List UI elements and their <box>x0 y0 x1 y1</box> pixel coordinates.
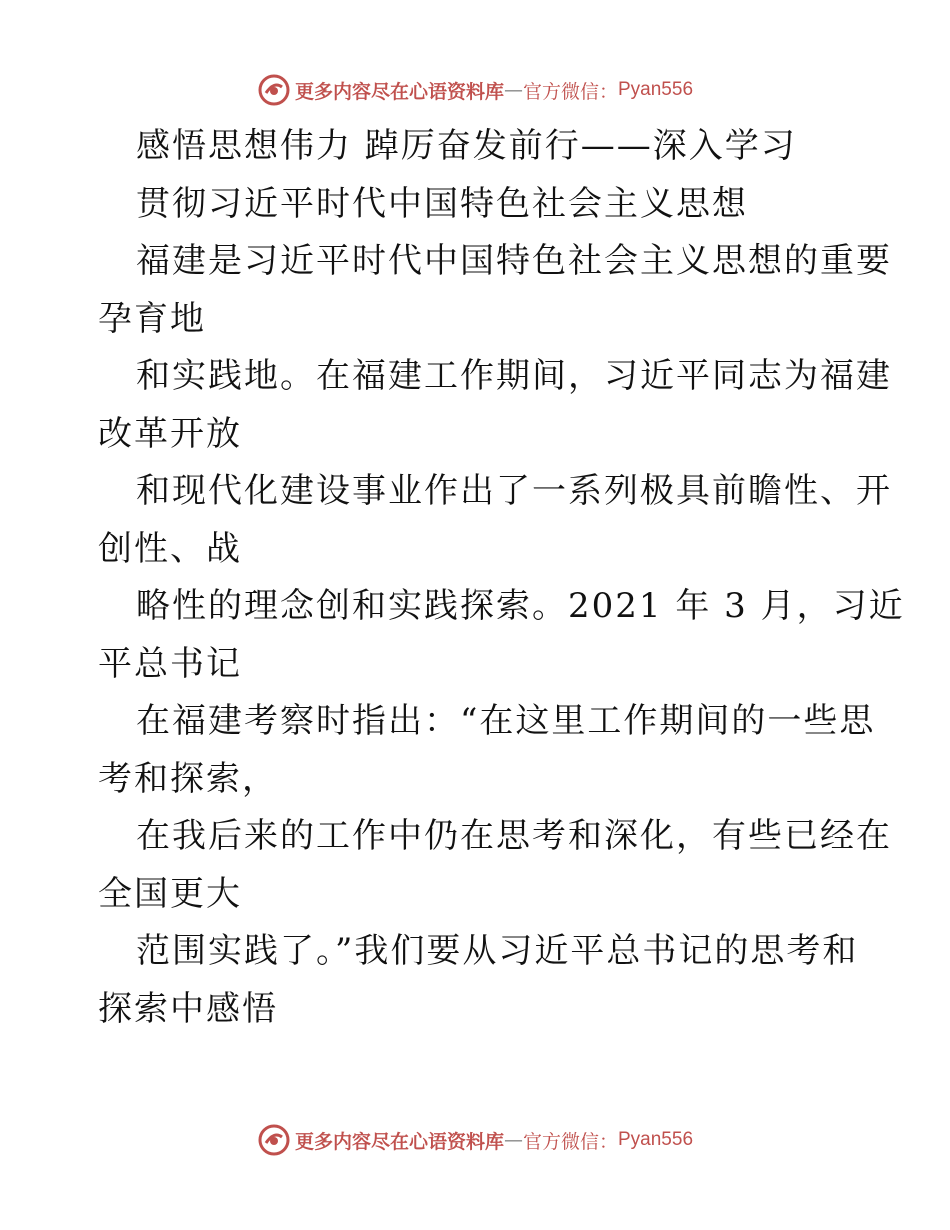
banner-wechat-id: Pyan556 <box>618 1129 694 1150</box>
document-body <box>98 118 905 1038</box>
text-line: 探索中感悟 <box>98 988 278 1029</box>
text-line: 和实践地。在福建工作期间，习近平同志为福建 <box>136 356 892 396</box>
banner-site-name: 更多内容尽在心语资料库 <box>294 1130 504 1153</box>
brand-logo-icon <box>257 1123 291 1157</box>
text-line: 略性的理念创和实践探索。2021 年 3 月，习近 <box>136 586 905 626</box>
text-line: 和现代化建设事业作出了一系列极具前瞻性、开 <box>136 471 892 511</box>
text-line: 在福建考察时指出：“在这里工作期间的一些思 <box>136 701 876 741</box>
banner-wechat-id: Pyan556 <box>618 79 694 100</box>
banner-wechat-label: 官方微信： <box>522 80 618 103</box>
text-line: 创性、战 <box>98 528 242 569</box>
text-line: 改革开放 <box>98 413 242 454</box>
header-banner <box>0 70 950 110</box>
footer-banner <box>0 1120 950 1160</box>
text-line: 福建是习近平时代中国特色社会主义思想的重要 <box>136 241 892 281</box>
brand-logo-icon <box>257 73 291 107</box>
text-line: 感悟思想伟力 踔厉奋发前行——深入学习 <box>136 126 797 166</box>
banner-dash: — <box>503 79 523 101</box>
text-line: 在我后来的工作中仍在思考和深化，有些已经在 <box>136 816 892 856</box>
text-line: 孕育地 <box>98 298 206 339</box>
text-line: 平总书记 <box>98 643 242 684</box>
banner-site-name: 更多内容尽在心语资料库 <box>294 80 504 103</box>
banner-wechat-label: 官方微信： <box>522 1130 618 1153</box>
banner-dash: — <box>503 1129 523 1151</box>
text-line: 考和探索， <box>98 758 278 799</box>
text-line: 贯彻习近平时代中国特色社会主义思想 <box>136 183 748 224</box>
text-line: 全国更大 <box>98 873 242 914</box>
text-line: 范围实践了。”我们要从习近平总书记的思考和 <box>136 931 859 971</box>
